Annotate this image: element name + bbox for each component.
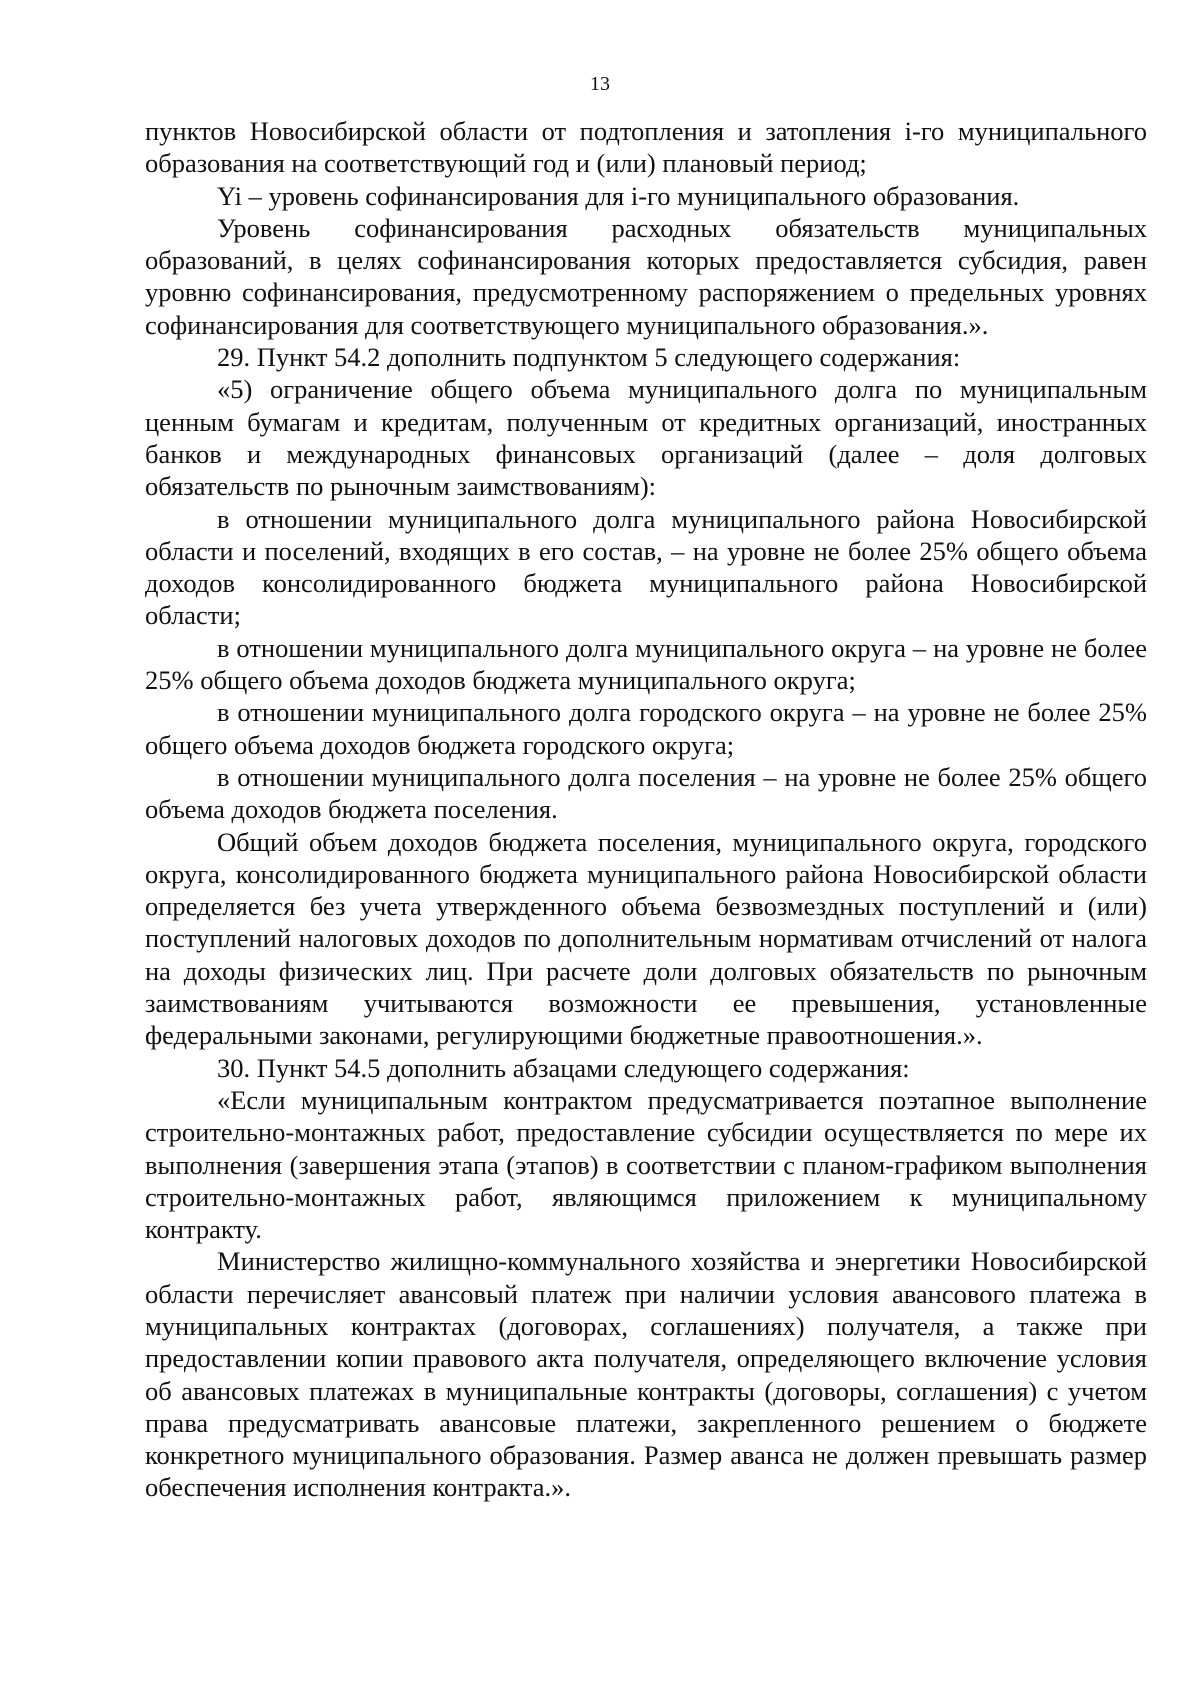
paragraph-total-revenue: Общий объем доходов бюджета поселения, муниципального округа, городского округа, консолидированного бюджета муниципального района Новосибирской области определяется без учета утвержденного объема безвозмездных поступлений и (или) поступлений налоговых доходов по дополнительным нормативам отчислений от налога на доходы физических лиц. При расчете доли долговых обязательств по рыночным заимствованиям учитываются возможности ее превышения, установленные федеральными законами, регулирующими бюджетные правоотношения.». xyxy=(145,826,1147,1051)
paragraph-subitem-5: «5) ограничение общего объема муниципального долга по муниципальным ценным бумагам и кредитам, полученным от кредитных организаций, иностранных банков и международных финансовых организаций (далее – доля долговых обязательств по рыночным заимствованиям): xyxy=(145,374,1147,502)
page-number: 13 xyxy=(590,73,610,95)
paragraph-city-okrug: в отношении муниципального долга городского округа – на уровне не более 25% общего объема доходов бюджета городского округа; xyxy=(145,697,1147,760)
paragraph-advance-payment: Министерство жилищно-коммунального хозяйства и энергетики Новосибирской области перечисляет авансовый платеж при наличии условия авансового платежа в муниципальных контрактах (договорах, соглашениях) получателя, а также при предоставлении копии правового акта получателя, определяющего включение условия об авансовых платежах в муниципальные контракты (договоры, соглашения) с учетом права предусматривать авансовые платежи, закрепленного решением о бюджете конкретного муниципального образования. Размер аванса не должен превышать размер обеспечения исполнения контракта.». xyxy=(145,1246,1147,1503)
paragraph-item-29: 29. Пункт 54.2 дополнить подпунктом 5 следующего содержания: xyxy=(217,342,961,373)
paragraph-municipal-okrug: в отношении муниципального долга муниципального округа – на уровне не более 25% общего объема доходов бюджета муниципального округа; xyxy=(145,632,1147,696)
paragraph-item-30: 30. Пункт 54.5 дополнить абзацами следующего содержания: xyxy=(217,1052,910,1083)
paragraph-staged-works: «Если муниципальным контрактом предусматривается поэтапное выполнение строительно-монтажных работ, предоставление субсидии осуществляется по мере их выполнения (завершения этапа (этапов) в соответствии с планом-графиком выполнения строительно-монтажных работ, являющимся приложением к муниципальному контракту. xyxy=(145,1084,1147,1245)
paragraph-municipal-district: в отношении муниципального долга муниципального района Новосибирской области и поселений, входящих в его состав, – на уровне не более 25% общего объема доходов консолидированного бюджета муниципального района Новосибирской области; xyxy=(145,503,1147,631)
document-body xyxy=(145,115,1147,1504)
paragraph-settlement: в отношении муниципального долга поселения – на уровне не более 25% общего объема доходов бюджета поселения. xyxy=(145,761,1147,825)
paragraph-yi-definition: Yi – уровень софинансирования для i-го муниципального образования. xyxy=(217,180,1020,211)
paragraph-cofinancing-level: Уровень софинансирования расходных обязательств муниципальных образований, в целях софинансирования которых предоставляется субсидия, равен уровню софинансирования, предусмотренному распоряжением о предельных уровнях софинансирования для соответствующего муниципального образования.». xyxy=(145,212,1147,340)
paragraph-continuation: пунктов Новосибирской области от подтопления и затопления i-го муниципального образования на соответствующий год и (или) плановый период; xyxy=(145,116,1147,179)
